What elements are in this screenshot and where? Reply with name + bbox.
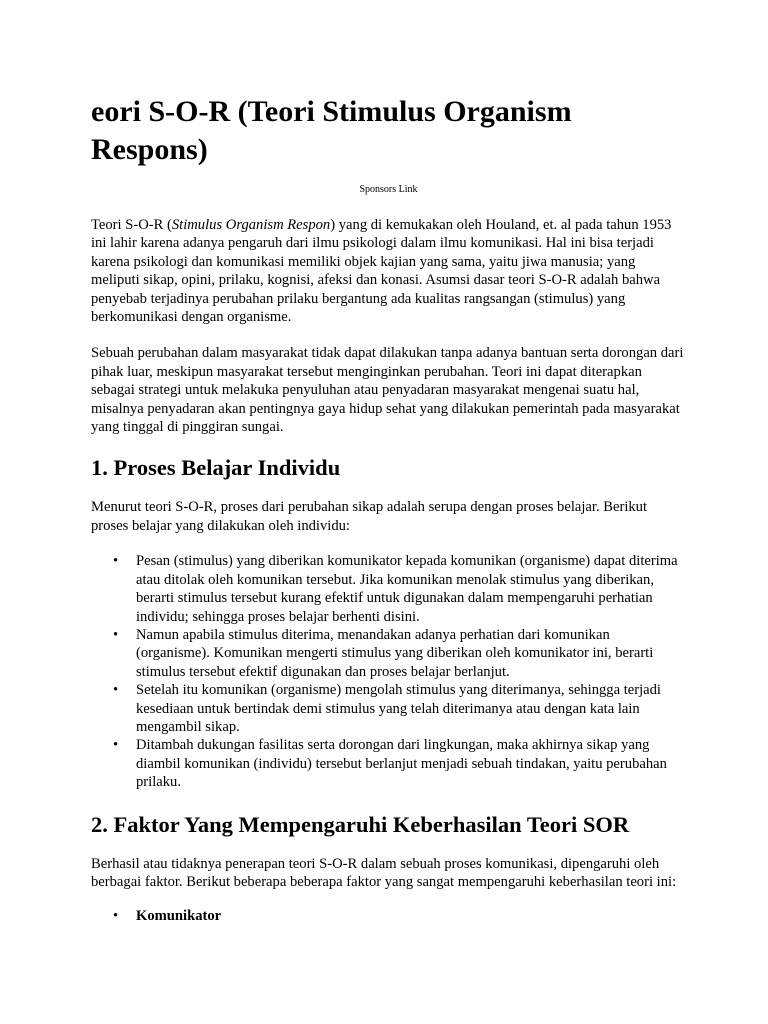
sponsors-link[interactable]: Sponsors Link — [359, 184, 418, 195]
section-2-heading: 2. Faktor Yang Mempengaruhi Keberhasilan Teori SOR — [91, 811, 630, 837]
bullet-icon: • — [113, 682, 119, 699]
list-item-text: Ditambah dukungan fasilitas serta dorongan dari lingkungan, maka akhirnya sikap yang diambil komunikan (individu) tersebut berlanjut menjadi sebuah tindakan, yaitu perubahan prilaku. — [136, 737, 667, 791]
section-1-heading: 1. Proses Belajar Individu — [91, 455, 341, 481]
list-item-text: Pesan (stimulus) yang diberikan komunikator kepada komunikan (organisme) dapat diterima atau ditolak oleh komunikan tersebut. Jika komunikan menolak stimulus yang diberikan, berarti stimulus tersebut kurang efektif untuk digunakan dalam mempengaruhi perhatian individu; sehingga proses belajar berhenti disini. — [136, 553, 678, 625]
intro-italic-term: Stimulus Organism Respon — [171, 217, 331, 233]
section-1-bullet-list — [91, 552, 686, 791]
intro-text-before: Teori S-O-R ( — [91, 217, 172, 233]
list-item — [91, 626, 686, 681]
list-item — [91, 681, 686, 736]
bullet-icon: • — [113, 553, 119, 570]
list-item-text: Komunikator — [136, 908, 222, 925]
list-item — [91, 552, 686, 626]
document-page — [91, 93, 686, 926]
list-item-text: Namun apabila stimulus diterima, menandakan adanya perhatian dari komunikan (organisme). Komunikan mengerti stimulus yang diberikan oleh komunikator ini, berarti stimulus tersebut efektif digunakan dan proses belajar berlanjut. — [136, 626, 654, 680]
list-item — [91, 907, 686, 925]
paragraph-2: Sebuah perubahan dalam masyarakat tidak dapat dilakukan tanpa adanya bantuan serta dorongan dari pihak luar, meskipun masyarakat tersebut menginginkan perubahan. Teori ini dapat diterapkan sebagai strategi untuk melakuka penyuluhan atau penyadaran masyarakat mengenai suatu hal, misalnya penyadaran akan pentingnya gaya hidup sehat yang dilakukan pemerintah pada masyarakat yang tinggal di pinggiran sungai. — [91, 345, 684, 436]
section-1-intro: Menurut teori S-O-R, proses dari perubahan sikap adalah serupa dengan proses belajar. Berikut proses belajar yang dilakukan oleh individu: — [91, 499, 648, 534]
list-item-text: Setelah itu komunikan (organisme) mengolah stimulus yang diterimanya, sehingga terjadi kesediaan untuk bertindak demi stimulus yang telah diterimanya atau dengan kata lain mengambil sikap. — [136, 682, 661, 735]
bullet-icon: • — [113, 626, 119, 643]
intro-paragraph — [91, 216, 686, 326]
bullet-icon: • — [113, 908, 119, 925]
section-2-bullet-list — [91, 907, 686, 925]
intro-text-after: ) yang di kemukakan oleh Houland, et. al pada tahun 1953 ini lahir karena adanya pengaruh dari ilmu psikologi dalam ilmu komunikasi. Hal ini bisa terjadi karena psikologi dan komunikasi memiliki objek kajian yang sama, yaitu jiwa manusia; yang meliputi sikap, opini, prilaku, kognisi, afeksi dan konasi. Asumsi dasar teori S-O-R adalah bahwa penyebab terjadinya perubahan prilaku bergantung ada kualitas rangsangan (stimulus) yang berkomunikasi dengan organisme. — [91, 217, 672, 326]
bullet-icon: • — [113, 737, 119, 754]
page-title: eori S-O-R (Teori Stimulus Organism Respons) — [91, 95, 572, 166]
section-2-intro: Berhasil atau tidaknya penerapan teori S-O-R dalam sebuah proses komunikasi, dipengaruhi oleh berbagai faktor. Berikut beberapa beberapa faktor yang sangat mempengaruhi keberhasilan teori ini: — [91, 855, 677, 890]
list-item — [91, 736, 686, 791]
